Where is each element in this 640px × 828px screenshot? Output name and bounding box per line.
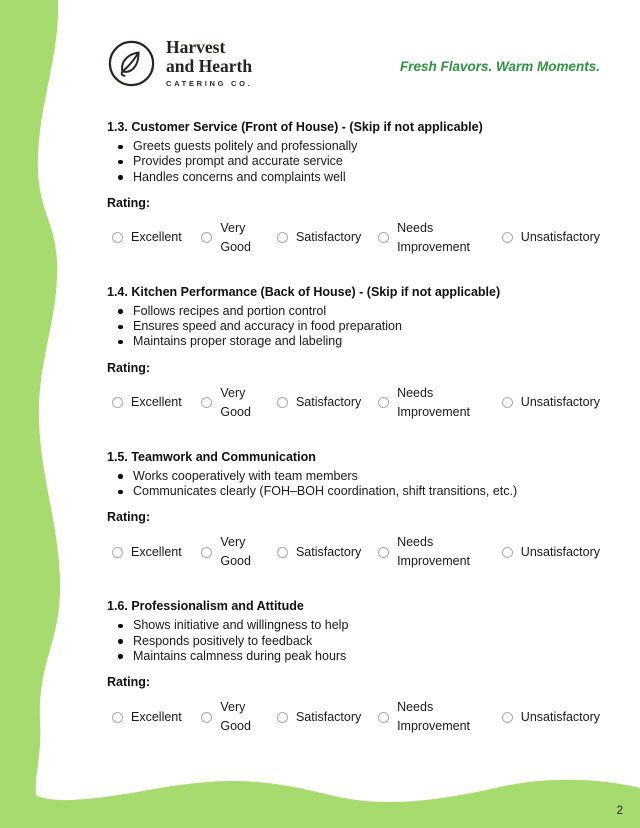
rating-option-label: Excellent bbox=[131, 230, 182, 245]
evaluation-section bbox=[107, 450, 600, 573]
radio-needs-improvement[interactable] bbox=[378, 712, 389, 723]
bullet-item: Maintains calmness during peak hours bbox=[107, 649, 600, 664]
rating-label: Rating: bbox=[107, 360, 151, 375]
rating-option-satisfactory[interactable] bbox=[277, 393, 378, 412]
rating-option-label: Satisfactory bbox=[295, 544, 362, 559]
bullet-item: Works cooperatively with team members bbox=[107, 469, 600, 484]
rating-options-row bbox=[107, 697, 600, 737]
section-title: 1.6. Professionalism and Attitude bbox=[107, 599, 304, 614]
rating-option-needs-improvement[interactable] bbox=[378, 219, 502, 257]
rating-option-very-good[interactable] bbox=[201, 384, 277, 422]
criteria-list bbox=[107, 139, 600, 185]
rating-option-label: Needs Improvement bbox=[397, 220, 471, 254]
rating-option-label: Very Good bbox=[220, 535, 251, 569]
rating-option-unsatisfactory[interactable] bbox=[502, 543, 600, 562]
bullet-item: Responds positively to feedback bbox=[107, 634, 600, 649]
rating-option-excellent[interactable] bbox=[112, 543, 201, 562]
rating-option-label: Very Good bbox=[220, 700, 251, 734]
evaluation-section bbox=[107, 285, 600, 423]
rating-option-label: Very Good bbox=[220, 220, 251, 254]
rating-option-excellent[interactable] bbox=[112, 393, 201, 412]
rating-option-unsatisfactory[interactable] bbox=[502, 393, 600, 412]
rating-option-needs-improvement[interactable] bbox=[378, 533, 502, 571]
evaluation-section bbox=[107, 599, 600, 737]
bullet-item: Greets guests politely and professionally bbox=[107, 139, 600, 154]
bullet-item: Ensures speed and accuracy in food preparation bbox=[107, 319, 600, 334]
rating-option-satisfactory[interactable] bbox=[277, 228, 378, 247]
rating-option-very-good[interactable] bbox=[201, 533, 277, 571]
bullet-item: Communicates clearly (FOH–BOH coordination, shift transitions, etc.) bbox=[107, 484, 600, 499]
radio-needs-improvement[interactable] bbox=[378, 547, 389, 558]
brand-logo bbox=[107, 38, 252, 88]
radio-very-good[interactable] bbox=[201, 232, 212, 243]
bullet-item: Handles concerns and complaints well bbox=[107, 170, 600, 185]
section-title: 1.3. Customer Service (Front of House) - (Skip if not applicable) bbox=[107, 120, 483, 134]
brand-subtitle: CATERING CO. bbox=[166, 79, 253, 88]
rating-option-label: Unsatisfactory bbox=[520, 230, 600, 245]
criteria-list bbox=[107, 469, 600, 500]
radio-excellent[interactable] bbox=[112, 232, 123, 243]
radio-excellent[interactable] bbox=[112, 712, 123, 723]
evaluation-section bbox=[107, 120, 600, 258]
rating-option-label: Needs Improvement bbox=[397, 700, 471, 734]
rating-label: Rating: bbox=[107, 510, 151, 525]
bullet-item: Shows initiative and willingness to help bbox=[107, 618, 600, 633]
radio-very-good[interactable] bbox=[201, 712, 212, 723]
rating-options-row bbox=[107, 383, 600, 423]
radio-satisfactory[interactable] bbox=[277, 547, 288, 558]
brand-name-line2: and Hearth bbox=[166, 56, 253, 76]
brand-name-line1: Harvest bbox=[166, 37, 226, 57]
bullet-item: Follows recipes and portion control bbox=[107, 304, 600, 319]
rating-option-label: Unsatisfactory bbox=[520, 544, 600, 559]
rating-option-label: Excellent bbox=[131, 709, 182, 724]
rating-option-excellent[interactable] bbox=[112, 708, 201, 727]
radio-needs-improvement[interactable] bbox=[378, 232, 389, 243]
radio-unsatisfactory[interactable] bbox=[502, 397, 513, 408]
bullet-item: Provides prompt and accurate service bbox=[107, 154, 600, 169]
rating-option-label: Excellent bbox=[131, 395, 182, 410]
bullet-item: Maintains proper storage and labeling bbox=[107, 334, 600, 349]
rating-option-satisfactory[interactable] bbox=[277, 708, 378, 727]
rating-option-label: Satisfactory bbox=[295, 395, 362, 410]
rating-option-satisfactory[interactable] bbox=[277, 543, 378, 562]
rating-options-row bbox=[107, 218, 600, 258]
rating-option-excellent[interactable] bbox=[112, 228, 201, 247]
rating-label: Rating: bbox=[107, 675, 151, 690]
rating-option-unsatisfactory[interactable] bbox=[502, 228, 600, 247]
radio-satisfactory[interactable] bbox=[277, 232, 288, 243]
evaluation-sections bbox=[107, 120, 600, 737]
rating-option-needs-improvement[interactable] bbox=[378, 384, 502, 422]
radio-satisfactory[interactable] bbox=[277, 712, 288, 723]
rating-option-unsatisfactory[interactable] bbox=[502, 708, 600, 727]
rating-option-label: Very Good bbox=[220, 385, 251, 419]
rating-option-needs-improvement[interactable] bbox=[378, 698, 502, 736]
rating-option-label: Excellent bbox=[131, 544, 182, 559]
rating-option-label: Needs Improvement bbox=[397, 385, 471, 419]
header bbox=[107, 38, 600, 88]
rating-option-label: Unsatisfactory bbox=[520, 395, 600, 410]
leaf-logo-icon bbox=[107, 39, 156, 88]
rating-option-label: Unsatisfactory bbox=[520, 709, 600, 724]
page-number: 2 bbox=[616, 805, 623, 817]
rating-options-row bbox=[107, 532, 600, 572]
radio-very-good[interactable] bbox=[201, 397, 212, 408]
criteria-list bbox=[107, 618, 600, 664]
rating-option-label: Needs Improvement bbox=[397, 535, 471, 569]
rating-label: Rating: bbox=[107, 195, 151, 210]
radio-excellent[interactable] bbox=[112, 547, 123, 558]
rating-option-label: Satisfactory bbox=[295, 709, 362, 724]
criteria-list bbox=[107, 304, 600, 350]
radio-satisfactory[interactable] bbox=[277, 397, 288, 408]
radio-excellent[interactable] bbox=[112, 397, 123, 408]
brand-tagline: Fresh Flavors. Warm Moments. bbox=[399, 58, 600, 74]
radio-needs-improvement[interactable] bbox=[378, 397, 389, 408]
radio-unsatisfactory[interactable] bbox=[502, 712, 513, 723]
radio-unsatisfactory[interactable] bbox=[502, 547, 513, 558]
rating-option-very-good[interactable] bbox=[201, 219, 277, 257]
radio-very-good[interactable] bbox=[201, 547, 212, 558]
rating-option-label: Satisfactory bbox=[295, 230, 362, 245]
radio-unsatisfactory[interactable] bbox=[502, 232, 513, 243]
section-title: 1.5. Teamwork and Communication bbox=[107, 449, 316, 464]
section-title: 1.4. Kitchen Performance (Back of House) - (Skip if not applicable) bbox=[107, 284, 501, 299]
rating-option-very-good[interactable] bbox=[201, 698, 277, 736]
brand-name bbox=[166, 38, 252, 88]
